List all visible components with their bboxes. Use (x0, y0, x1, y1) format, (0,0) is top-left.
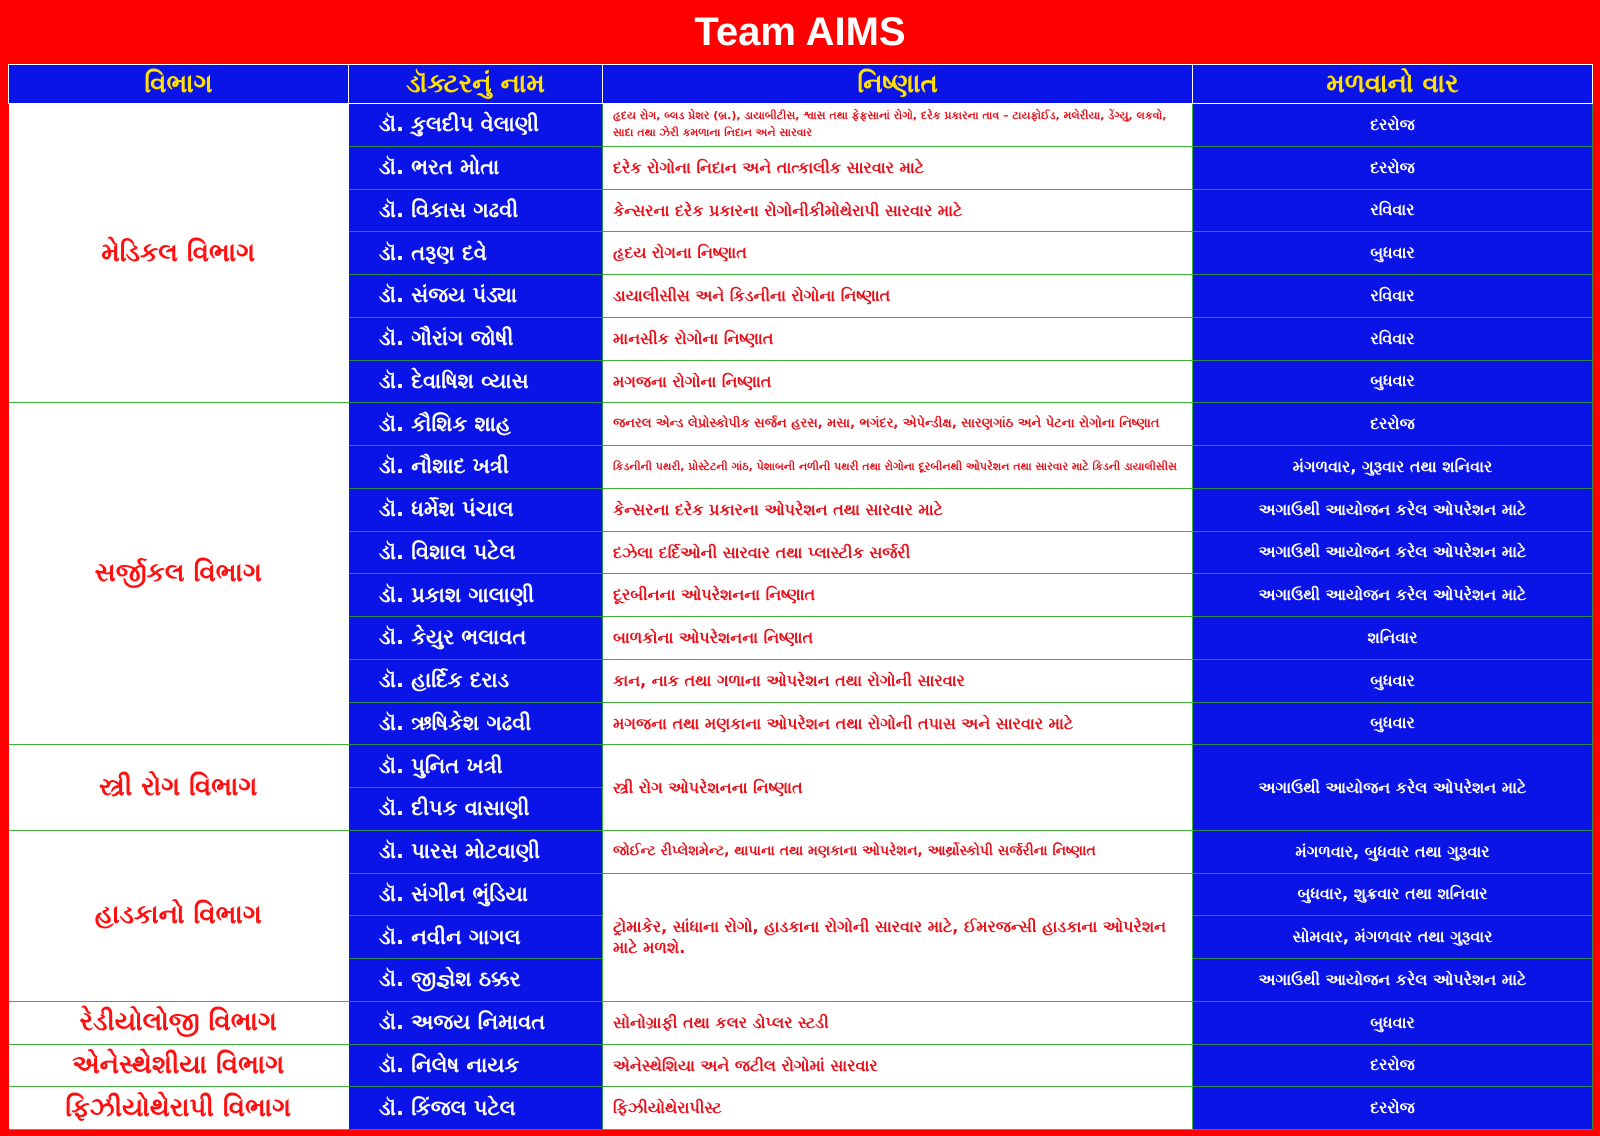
specialty-cell: હૃદય રોગના નિષ્ણાત (603, 232, 1193, 275)
specialty-cell: દરેક રોગોના નિદાન અને તાત્કાલીક સારવાર માટે (603, 146, 1193, 189)
department-cell: સ્ત્રી રોગ વિભાગ (9, 745, 349, 831)
doctor-name: ડૉ. નવીન ગાગલ (349, 916, 603, 959)
specialty-cell: સોનોગ્રાફી તથા કલર ડોપ્લર સ્ટડી (603, 1001, 1193, 1044)
table-row (9, 403, 1593, 446)
doctor-name: ડૉ. તરૂણ દવે (349, 232, 603, 275)
day-cell: દરરોજ (1193, 403, 1593, 446)
header-row (9, 65, 1593, 104)
specialty-cell: જનરલ એન્ડ લેપ્રોસ્કોપીક સર્જન હરસ, મસા, ભગંદર, એપેન્ડીક્ષ, સારણગાંઠ અને પેટના રોગોના નિષ્ણાત (603, 403, 1193, 446)
day-cell: શનિવાર (1193, 617, 1593, 660)
doctor-name: ડૉ. સંગીન ભુંડિયા (349, 873, 603, 916)
department-cell: હાડકાનો વિભાગ (9, 830, 349, 1001)
day-cell: બુધવાર, શુક્રવાર તથા શનિવાર (1193, 873, 1593, 916)
day-cell: રવિવાર (1193, 317, 1593, 360)
day-cell: મંગળવાર, બુધવાર તથા ગુરૂવાર (1193, 830, 1593, 873)
department-cell: રેડીયોલોજી વિભાગ (9, 1001, 349, 1044)
day-cell: રવિવાર (1193, 275, 1593, 318)
specialty-cell: સ્ત્રી રોગ ઓપરેશનના નિષ્ણાત (603, 745, 1193, 831)
doctor-name: ડૉ. સંજય પંડ્યા (349, 275, 603, 318)
day-cell: અગાઉથી આયોજન કરેલ ઓપરેશન માટે (1193, 488, 1593, 531)
specialty-cell: જોઈન્ટ રીપ્લેશમેન્ટ, થાપાના તથા મણકાના ઓપરેશન, આર્થ્રોસ્કોપી સર્જરીના નિષ્ણાત (603, 830, 1193, 873)
day-cell: રવિવાર (1193, 189, 1593, 232)
day-cell: દરરોજ (1193, 1044, 1593, 1087)
doctor-name: ડૉ. ભરત મોતા (349, 146, 603, 189)
doctor-table (8, 64, 1593, 1130)
day-cell: બુધવાર (1193, 360, 1593, 403)
day-cell: દરરોજ (1193, 1087, 1593, 1130)
day-cell: મંગળવાર, ગુરૂવાર તથા શનિવાર (1193, 446, 1593, 489)
doctor-name: ડૉ. ગૌરાંગ જોષી (349, 317, 603, 360)
day-cell: બુધવાર (1193, 1001, 1593, 1044)
header-day: મળવાનો વાર (1193, 65, 1593, 104)
specialty-cell: દઝેલા દર્દિઓની સારવાર તથા પ્લાસ્ટીક સર્જરી (603, 531, 1193, 574)
specialty-cell: ટ્રોમાકેર, સાંધાના રોગો, હાડકાના રોગોની સારવાર માટે, ઈમરજન્સી હાડકાના ઓપરેશન માટે મળશે. (603, 873, 1193, 1001)
department-cell: મેડિકલ વિભાગ (9, 104, 349, 403)
day-cell: સોમવાર, મંગળવાર તથા ગુરૂવાર (1193, 916, 1593, 959)
doctor-name: ડૉ. પારસ મોટવાણી (349, 830, 603, 873)
day-cell: દરરોજ (1193, 146, 1593, 189)
doctor-name: ડૉ. પ્રકાશ ગાલાણી (349, 574, 603, 617)
doctor-name: ડૉ. પુનિત ખત્રી (349, 745, 603, 788)
department-cell: સર્જીકલ વિભાગ (9, 403, 349, 745)
doctor-name: ડૉ. હાર્દિક દરાડ (349, 659, 603, 702)
doctor-name: ડૉ. નૌશાદ ખત્રી (349, 446, 603, 489)
department-cell: ફિઝીયોથેરાપી વિભાગ (9, 1087, 349, 1130)
day-cell: અગાઉથી આયોજન કરેલ ઓપરેશન માટે (1193, 959, 1593, 1002)
specialty-cell: બાળકોના ઓપરેશનના નિષ્ણાત (603, 617, 1193, 660)
department-cell: એનેસ્થેશીયા વિભાગ (9, 1044, 349, 1087)
doctor-name: ડૉ. ઋષિકેશ ગઢવી (349, 702, 603, 745)
table-row (9, 104, 1593, 147)
specialty-cell: કિડનીની પથરી, પ્રોસ્ટેટની ગાંઠ, પેશાબની નળીની પથરી તથા રોગોના દૂરબીનથી ઓપરેશન તથા સારવાર માટે કિડની ડાયાલીસીસ (603, 446, 1193, 489)
doctor-name: ડૉ. કુલદીપ વેલાણી (349, 104, 603, 147)
doctor-name: ડૉ. ધર્મેશ પંચાલ (349, 488, 603, 531)
header-specialty: નિષ્ણાત (603, 65, 1193, 104)
day-cell: બુધવાર (1193, 702, 1593, 745)
day-cell: અગાઉથી આયોજન કરેલ ઓપરેશન માટે (1193, 745, 1593, 831)
specialty-cell: એનેસ્થેશિયા અને જટીલ રોગોમાં સારવાર (603, 1044, 1193, 1087)
specialty-cell: ડાયાલીસીસ અને કિડનીના રોગોના નિષ્ણાત (603, 275, 1193, 318)
table-row (9, 1001, 1593, 1044)
doctor-name: ડૉ. કેયુર ભલાવત (349, 617, 603, 660)
day-cell: બુધવાર (1193, 659, 1593, 702)
table-row (9, 830, 1593, 873)
specialty-cell: મગજના રોગોના નિષ્ણાત (603, 360, 1193, 403)
doctor-name: ડૉ. જીજ્ઞેશ ઠક્કર (349, 959, 603, 1002)
doctor-name: ડૉ. કૌશિક શાહ (349, 403, 603, 446)
day-cell: અગાઉથી આયોજન કરેલ ઓપરેશન માટે (1193, 574, 1593, 617)
header-doctor: ડૉક્ટરનું નામ (349, 65, 603, 104)
specialty-cell: દૂરબીનના ઓપરેશનના નિષ્ણાત (603, 574, 1193, 617)
specialty-cell: કેન્સરના દરેક પ્રકારના ઓપરેશન તથા સારવાર માટે (603, 488, 1193, 531)
doctor-name: ડૉ. કિંજલ પટેલ (349, 1087, 603, 1130)
table-row (9, 1044, 1593, 1087)
day-cell: દરરોજ (1193, 104, 1593, 147)
specialty-cell: હૃદય રોગ, બ્લડ પ્રેશર (બ્ર.), ડાયાબીટીસ, શ્વાસ તથા ફેફસાનાં રોગો, દરેક પ્રકારના તાવ – ટાયફોઈડ, મલેરીયા, ડેંગ્યુ, લકવો, સાદા તથા ઝેરી કમળાના નિદાન અને સારવાર (603, 104, 1193, 147)
table-row (9, 1087, 1593, 1130)
doctor-name: ડૉ. વિશાલ પટેલ (349, 531, 603, 574)
doctor-name: ડૉ. દેવાષિશ વ્યાસ (349, 360, 603, 403)
doctor-name: ડૉ. અજય નિમાવત (349, 1001, 603, 1044)
specialty-cell: કાન, નાક તથા ગળાના ઓપરેશન તથા રોગોની સારવાર (603, 659, 1193, 702)
doctor-name: ડૉ. નિલેષ નાયક (349, 1044, 603, 1087)
specialty-cell: ફિઝીયોથેરાપીસ્ટ (603, 1087, 1193, 1130)
table-row (9, 745, 1593, 788)
day-cell: અગાઉથી આયોજન કરેલ ઓપરેશન માટે (1193, 531, 1593, 574)
day-cell: બુધવાર (1193, 232, 1593, 275)
header-department: વિભાગ (9, 65, 349, 104)
doctor-name: ડૉ. દીપક વાસાણી (349, 788, 603, 831)
specialty-cell: મગજના તથા મણકાના ઓપરેશન તથા રોગોની તપાસ અને સારવાર માટે (603, 702, 1193, 745)
specialty-cell: માનસીક રોગોના નિષ્ણાત (603, 317, 1193, 360)
doctor-name: ડૉ. વિકાસ ગઢવી (349, 189, 603, 232)
specialty-cell: કેન્સરના દરેક પ્રકારના રોગોનીકીમોથેરાપી સારવાર માટે (603, 189, 1193, 232)
page-title: Team AIMS (694, 9, 906, 54)
